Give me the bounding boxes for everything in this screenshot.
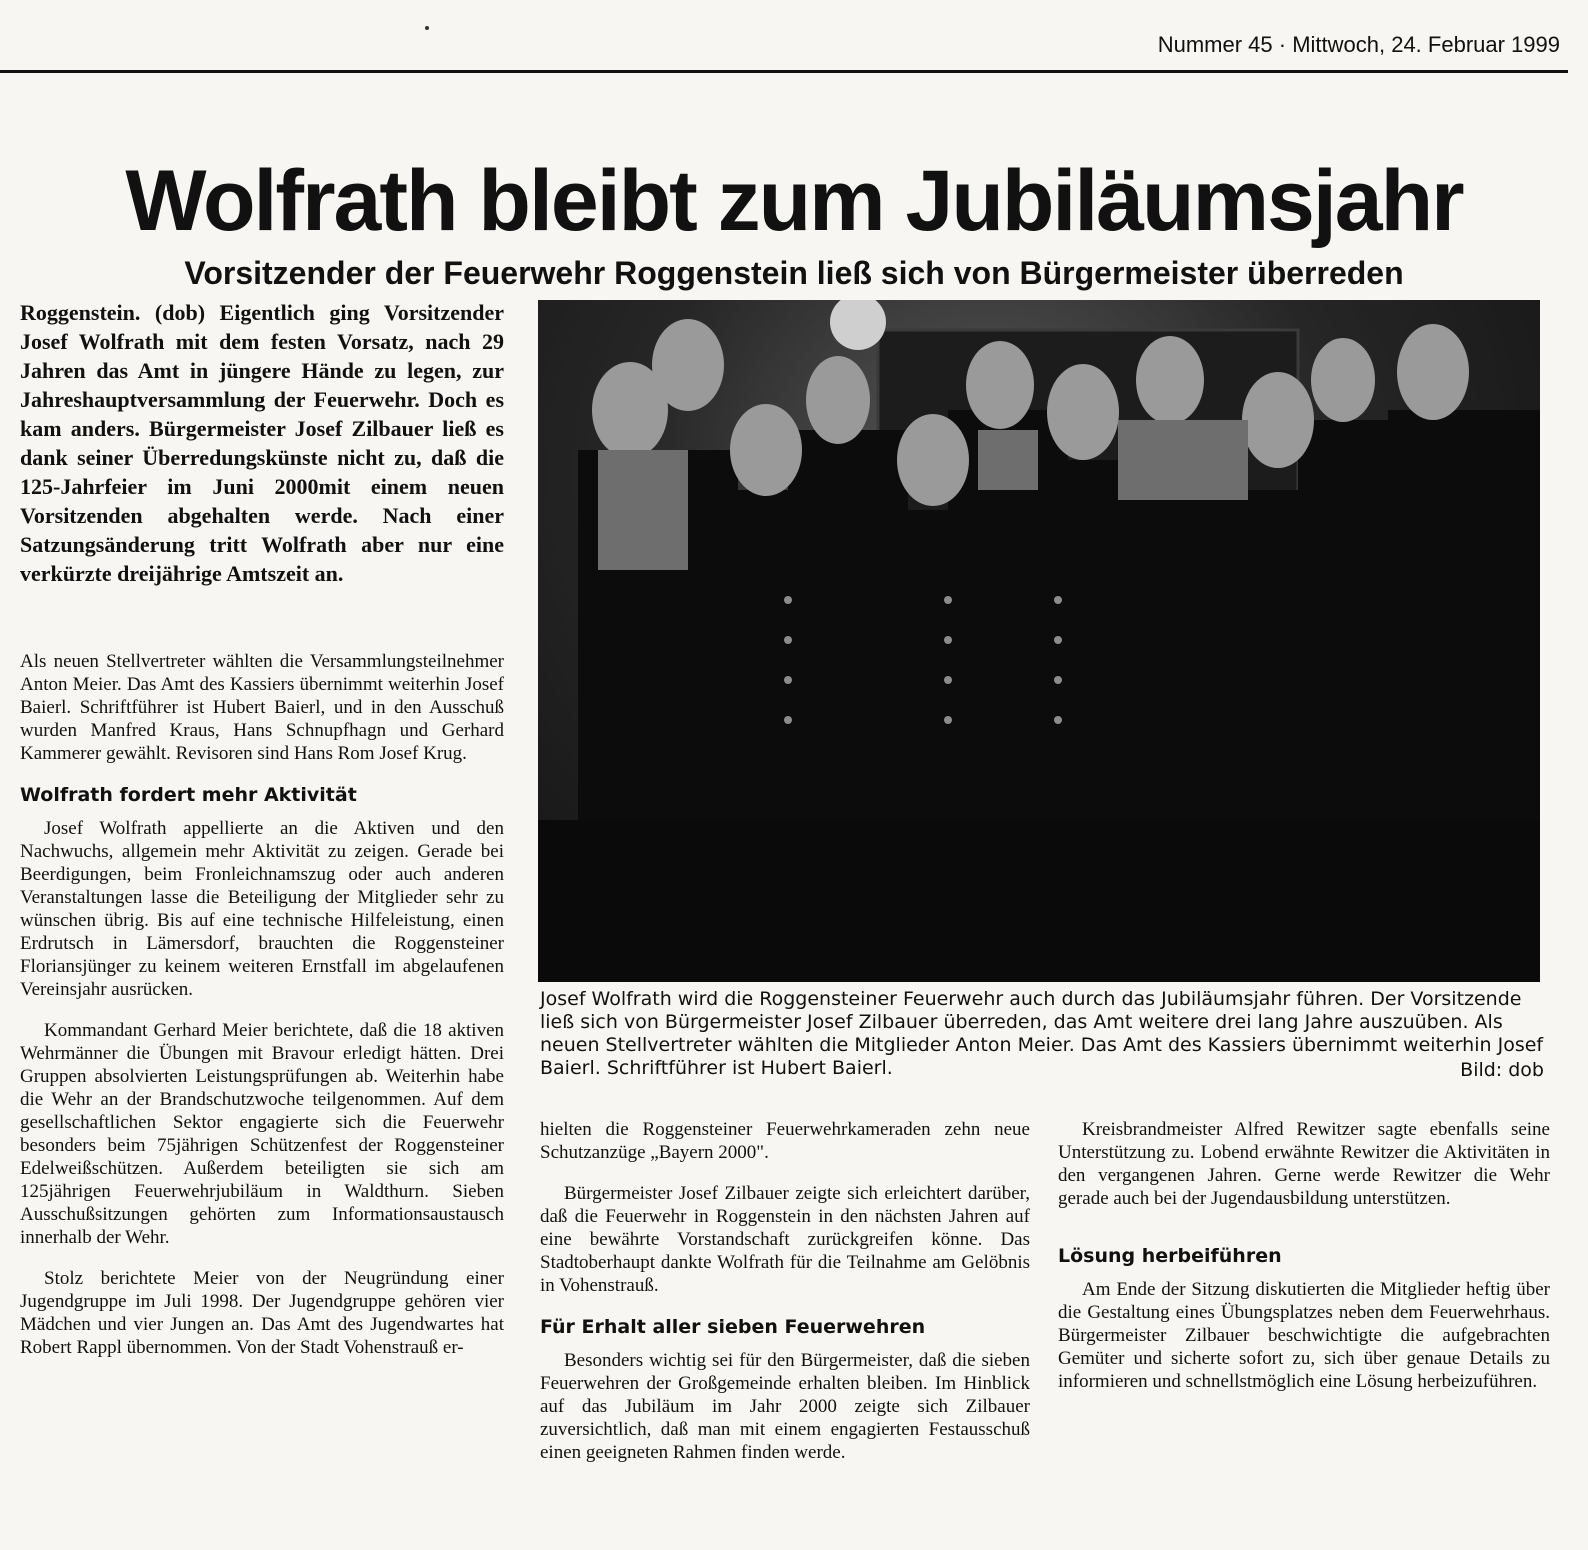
article-column-3 <box>1058 1118 1550 1411</box>
print-speck <box>425 26 429 30</box>
paragraph: Josef Wolfrath appellierte an die Aktiven und den Nachwuchs, allgemein mehr Aktivität zu zeigen. Gerade bei Beerdigungen, beim Fronleichnamszug oder auch anderen Veranstaltungen lasse die Beteiligung der Mitglieder sehr zu wünschen übrig. Bis auf eine technische Hilfeleistung, einen Erdrutsch in Lämersdorf, brauchten die Roggensteiner Floriansjünger zu keinem weiteren Ernstfall im abgelaufenen Vereinsjahr ausrücken. <box>20 818 504 1000</box>
caption-text: Josef Wolfrath wird die Roggensteiner Feuerwehr auch durch das Jubiläumsjahr führen. Der Vorsitzende ließ sich von Bürgermeister Josef Zilbauer überreden, das Amt weitere drei lang Jahre auszuüben. Als neuen Stellvertreter wählten die Mitglieder Anton Meier. Das Amt des Kassiers übernimmt weiterhin Josef Baierl. Schriftführer ist Hubert Baierl. <box>540 988 1544 1079</box>
group-photo-figures <box>538 300 1540 982</box>
photo-caption <box>540 988 1544 1080</box>
photo-credit: Bild: dob <box>1460 1059 1544 1081</box>
group-photo <box>538 300 1540 982</box>
article-column-1 <box>20 650 504 1377</box>
paragraph: Besonders wichtig sei für den Bürgermeister, daß die sieben Feuerwehren der Großgemeinde erhalten bleiben. Im Hinblick auf das Jubiläum im Jahr 2000 zeigte sich Zilbauer zuversichtlich, daß man mit einem engagierten Festausschuß einen geeigneten Rahmen finden werde. <box>540 1350 1030 1463</box>
section-heading: Lösung herbeiführen <box>1058 1245 1282 1267</box>
paragraph: Kommandant Gerhard Meier berichtete, daß die 18 aktiven Wehrmänner die Übungen mit Bravour erledigt hätten. Drei Gruppen absolvierten Leistungsprüfungen ab. Weiterhin habe die Wehr an der Brandschutzwoche teilgenommen. Auf dem gesellschaftlichen Sektor engagierte sich die Feuerwehr besonders beim 75jährigen Schützenfest der Roggensteiner Edelweißschützen. Außerdem beteiligten sie sich am 125jährigen Feuerwehrjubiläum in Waldthurn. Sieben Ausschußsitzungen gehörten zum Informationsaustausch innerhalb der Wehr. <box>20 1020 504 1248</box>
header-rule <box>0 70 1568 73</box>
issue-dateline: Nummer 45 · Mittwoch, 24. Februar 1999 <box>1157 32 1560 57</box>
article-subheadline: Vorsitzender der Feuerwehr Roggenstein ließ sich von Bürgermeister überreden <box>184 254 1404 291</box>
paragraph: hielten die Roggensteiner Feuerwehrkameraden zehn neue Schutzanzüge „Bayern 2000". <box>540 1119 1030 1163</box>
paragraph: Am Ende der Sitzung diskutierten die Mitglieder heftig über die Gestaltung eines Übungsplatzes neben dem Feuerwehrhaus. Bürgermeister Zilbauer beschwichtigte die aufgebrachten Gemüter und sicherte sofort zu, sich über genaue Details zu informieren und schnellstmöglich eine Lösung herbeizuführen. <box>1058 1279 1550 1392</box>
section-heading: Für Erhalt aller sieben Feuerwehren <box>540 1316 926 1338</box>
article-column-2 <box>540 1118 1030 1482</box>
article-headline: Wolfrath bleibt zum Jubiläumsjahr <box>125 152 1463 249</box>
paragraph: Als neuen Stellvertreter wählten die Versammlungsteilnehmer Anton Meier. Das Amt des Kassiers übernimmt weiterhin Josef Baierl. Schriftführer ist Hubert Baierl, und in den Ausschuß wurden Manfred Kraus, Hans Schnupfhagn und Gerhard Kammerer gewählt. Revisoren sind Hans Rom Josef Krug. <box>20 651 504 764</box>
article-lead: Roggenstein. (dob) Eigentlich ging Vorsitzender Josef Wolfrath mit dem festen Vorsatz, nach 29 Jahren das Amt in jüngere Hände zu legen, zur Jahreshauptversammlung der Feuerwehr. Doch es kam anders. Bürgermeister Josef Zilbauer ließ es dank seiner Überredungskünste nicht zu, daß die 125-Jahrfeier im Juni 2000mit einem neuen Vorsitzenden abgehalten werde. Nach einer Satzungsänderung tritt Wolfrath aber nur eine verkürzte dreijährige Amtszeit an. <box>20 300 504 586</box>
paragraph: Stolz berichtete Meier von der Neugründung einer Jugendgruppe im Juli 1998. Der Jugendgruppe gehören vier Mädchen und vier Jungen an. Das Amt des Jugendwartes hat Robert Rappl übernommen. Von der Stadt Vohenstrauß er- <box>20 1268 504 1358</box>
section-heading: Wolfrath fordert mehr Aktivität <box>20 784 357 806</box>
paragraph: Bürgermeister Josef Zilbauer zeigte sich erleichtert darüber, daß die Feuerwehr in Roggenstein in den nächsten Jahren auf eine bewährte Vorstandschaft zurückgreifen könne. Das Stadtoberhaupt dankte Wolfrath für die Teilnahme am Gelöbnis in Vohenstrauß. <box>540 1183 1030 1296</box>
paragraph: Kreisbrandmeister Alfred Rewitzer sagte ebenfalls seine Unterstützung zu. Lobend erwähnte Rewitzer die Aktivitäten in den vergangenen Jahren. Gerne werde Rewitzer die Wehr gerade auch bei der Jugendausbildung unterstützen. <box>1058 1119 1550 1209</box>
